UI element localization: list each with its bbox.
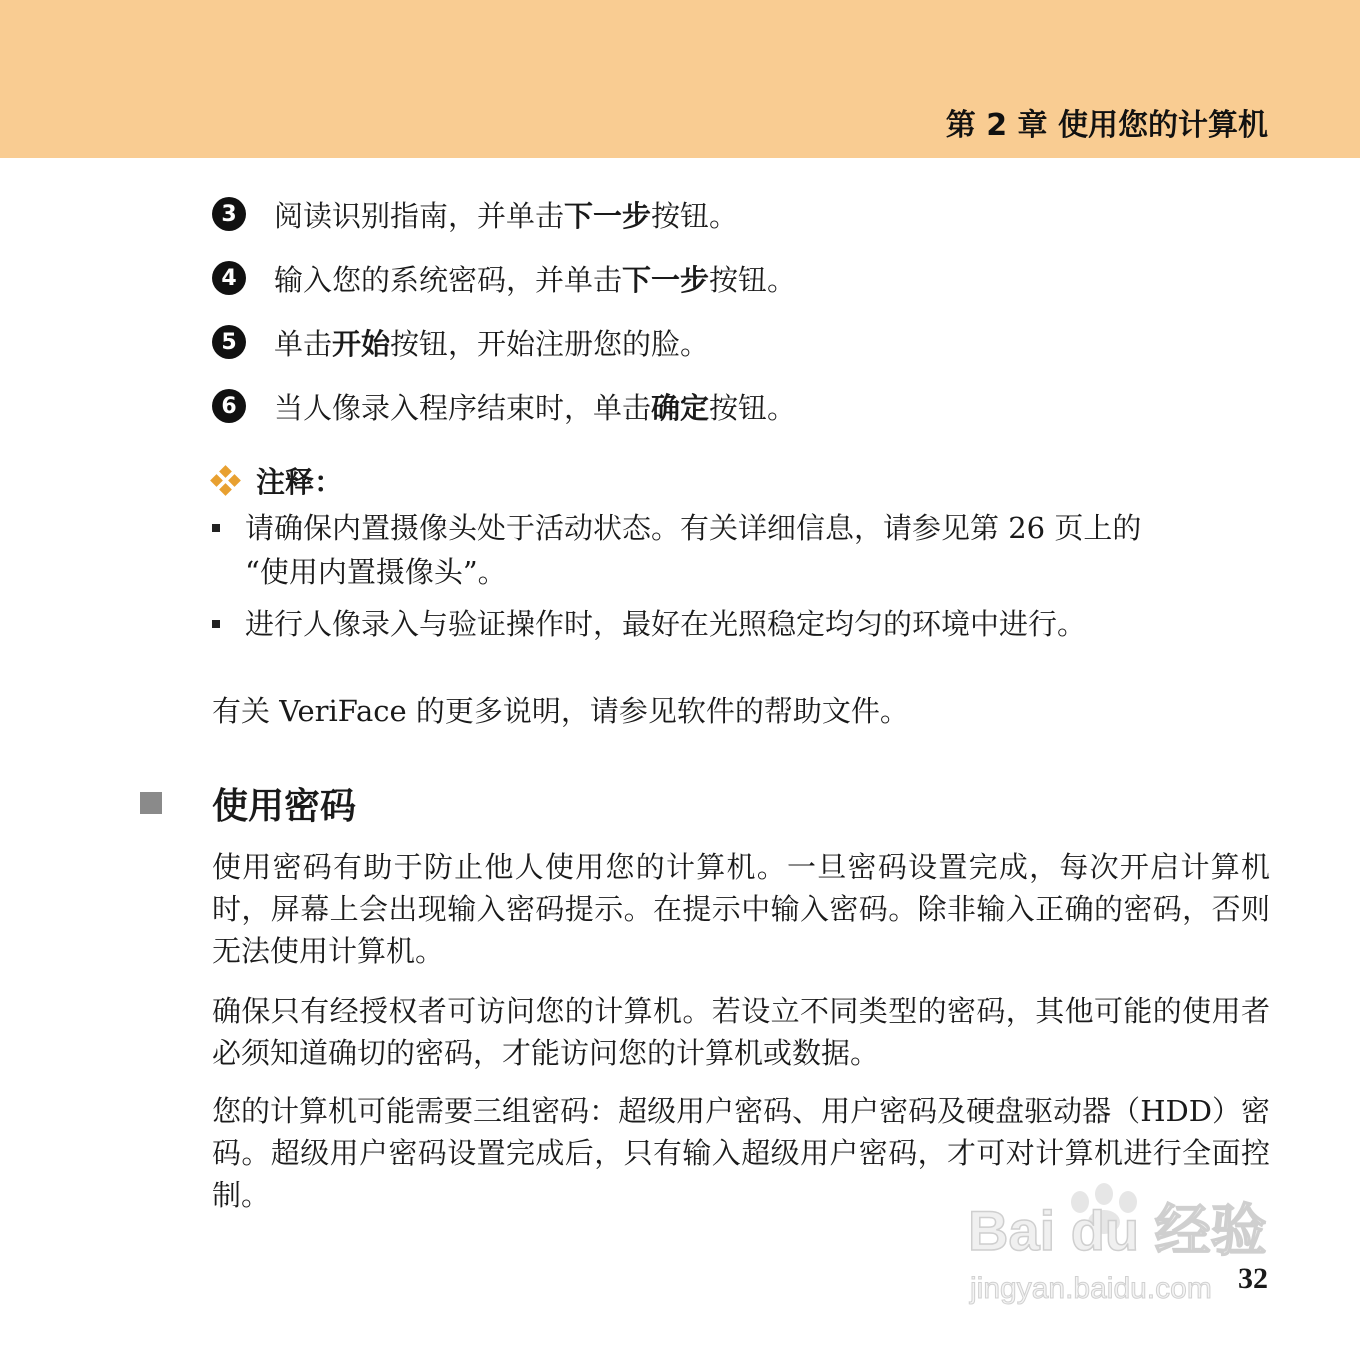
step-number: 5 [212, 325, 246, 359]
step-number: 6 [212, 389, 246, 423]
note-bullet-2: 进行人像录入与验证操作时，最好在光照稳定均匀的环境中进行。 [245, 607, 1087, 641]
watermark-brand: Bai du 经验 [968, 1199, 1267, 1262]
veriface-help-text: 有关 VeriFace 的更多说明，请参见软件的帮助文件。 [212, 694, 909, 728]
bullet-square-icon [212, 524, 220, 532]
note-bullet-1-line-1: 请确保内置摄像头处于活动状态。有关详细信息，请参见第 26 页上的 [245, 511, 1142, 545]
section-paragraph-2: 确保只有经授权者可访问您的计算机。若设立不同类型的密码，其他可能的使用者必须知道确切的密码，才能访问您的计算机或数据。 [212, 994, 1270, 1070]
step-bold-label: 确定 [651, 390, 710, 425]
section-paragraph-1: 使用密码有助于防止他人使用您的计算机。一旦密码设置完成，每次开启计算机时，屏幕上会出现输入密码提示。在提示中输入密码。除非输入正确的密码，否则无法使用计算机。 [212, 850, 1270, 968]
section-square-icon [140, 792, 162, 814]
step-text: 阅读识别指南，并单击下一步按钮。 [274, 198, 739, 233]
note-bullet-1-line-2: “使用内置摄像头”。 [245, 555, 507, 589]
note-title: 注释： [256, 465, 344, 499]
baidu-watermark-logo [962, 1180, 1272, 1310]
chapter-header-band [0, 0, 1360, 158]
diamond-icon [212, 467, 240, 495]
chapter-title: 第 2 章 使用您的计算机 [945, 108, 1268, 143]
step-bold-label: 开始 [332, 326, 391, 361]
step-4 [212, 258, 796, 298]
step-number: 4 [212, 261, 246, 295]
step-bold-label: 下一步 [622, 262, 710, 297]
step-6 [212, 386, 796, 426]
step-bold-label: 下一步 [564, 198, 652, 233]
step-text: 单击开始按钮，开始注册您的脸。 [274, 326, 710, 361]
section-title: 使用密码 [212, 786, 357, 827]
step-number: 3 [212, 197, 246, 231]
step-text: 当人像录入程序结束时，单击确定按钮。 [274, 390, 797, 425]
step-text: 输入您的系统密码，并单击下一步按钮。 [274, 262, 797, 297]
step-3 [212, 194, 738, 234]
section-paragraph-3: 您的计算机可能需要三组密码：超级用户密码、用户密码及硬盘驱动器（HDD）密码。超级用户密码设置完成后，只有输入超级用户密码，才可对计算机进行全面控制。 [212, 1094, 1270, 1212]
watermark-url: jingyan.baidu.com [970, 1272, 1212, 1305]
bullet-square-icon [212, 620, 220, 628]
note-heading [212, 460, 343, 501]
page-number: 32 [1238, 1262, 1268, 1295]
step-5 [212, 322, 709, 362]
